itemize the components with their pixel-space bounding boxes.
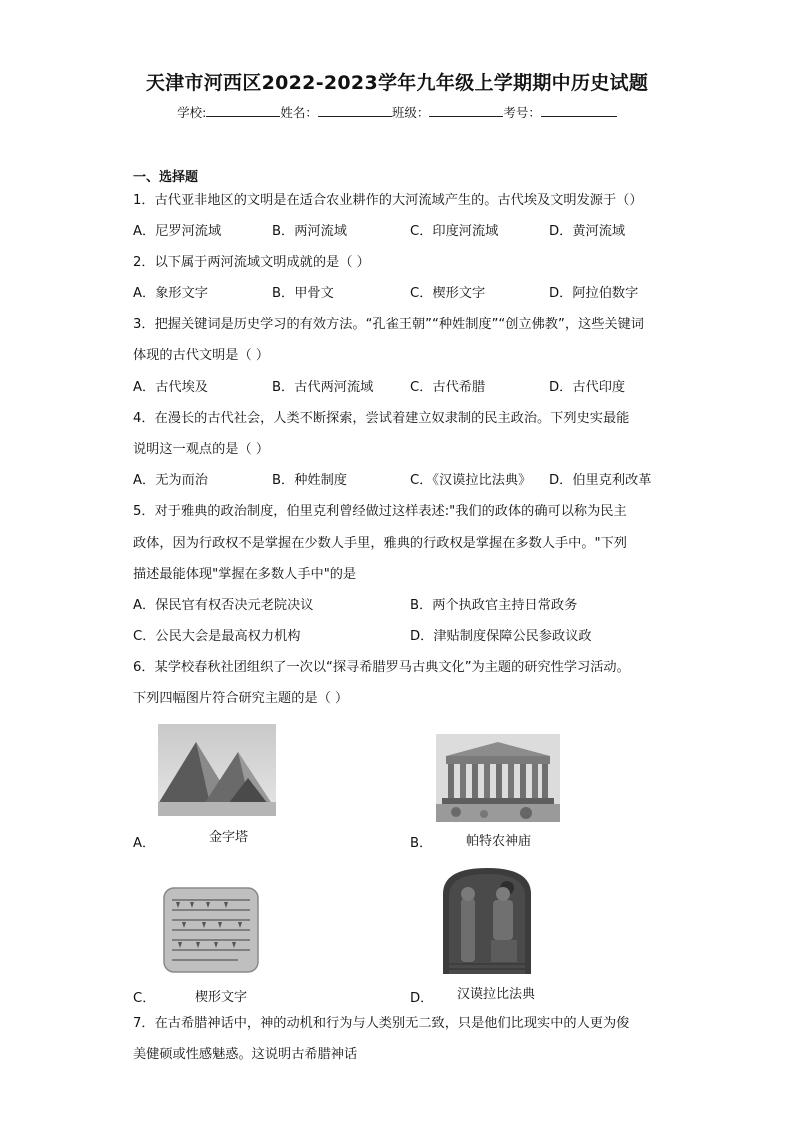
q2-option-b[interactable]: B．甲骨文 — [272, 286, 334, 301]
q1-option-b[interactable]: B．两河流域 — [272, 224, 347, 239]
question-5-stem-line-3: 描述最能体现"掌握在多数人手中"的是 — [133, 567, 357, 582]
q3-option-a[interactable]: A．古代埃及 — [133, 380, 208, 395]
q6-option-a[interactable]: A． — [133, 836, 156, 851]
q1-option-a[interactable]: A．尼罗河流域 — [133, 224, 222, 239]
q6-option-b[interactable]: B． — [410, 836, 433, 851]
question-5-stem-line-2: 政体，因为行政权不是掌握在少数人手里，雅典的行政权是掌握在多数人手中。"下列 — [133, 536, 627, 551]
section-title: 一、选择题 — [133, 170, 199, 185]
question-6-stem-line-2: 下列四幅图片符合研究主题的是（ ） — [133, 691, 349, 706]
caption-hammurabi: 汉谟拉比法典 — [457, 987, 536, 1002]
school-label: 学校: — [177, 105, 207, 120]
question-6-stem-line-1: 6．某学校春秋社团组织了一次以“探寻希腊罗马古典文化”为主题的研究性学习活动。 — [133, 660, 630, 675]
question-3-stem-line-1: 3．把握关键词是历史学习的有效方法。“孔雀王朝”“种姓制度”“创立佛教”，这些关键词 — [133, 317, 644, 332]
q6-option-c[interactable]: C． — [133, 991, 156, 1006]
question-2-stem: 2．以下属于两河流域文明成就的是（ ） — [133, 255, 370, 270]
q2-option-c[interactable]: C．楔形文字 — [410, 286, 486, 301]
q3-option-c[interactable]: C．古代希腊 — [410, 380, 486, 395]
q5-option-b[interactable]: B．两个执政官主持日常政务 — [410, 598, 578, 613]
q2-option-d[interactable]: D．阿拉伯数字 — [549, 286, 639, 301]
q5-option-d[interactable]: D．津贴制度保障公民参政议政 — [410, 629, 592, 644]
q5-option-c[interactable]: C．公民大会是最高权力机构 — [133, 629, 301, 644]
q4-option-a[interactable]: A．无为而治 — [133, 473, 208, 488]
question-4-stem-line-1: 4．在漫长的古代社会，人类不断探索，尝试着建立奴隶制的民主政治。下列史实最能 — [133, 411, 630, 426]
q2-option-a[interactable]: A．象形文字 — [133, 286, 208, 301]
q5-option-a[interactable]: A．保民官有权否决元老院决议 — [133, 598, 314, 613]
question-5-stem-line-1: 5．对于雅典的政治制度，伯里克利曾经做过这样表述:"我们的政体的确可以称为民主 — [133, 504, 627, 519]
student-info-line — [0, 103, 794, 121]
name-label: 姓名： — [280, 105, 318, 120]
question-7-stem-line-2: 美健硕或性感魅惑。这说明古希腊神话 — [133, 1047, 358, 1062]
question-1-stem: 1．古代亚非地区的文明是在适合农业耕作的大河流域产生的。古代埃及文明发源于（） — [133, 193, 643, 208]
class-blank[interactable] — [429, 104, 503, 117]
question-4-stem-line-2: 说明这一观点的是（ ） — [133, 442, 270, 457]
q4-option-b[interactable]: B．种姓制度 — [272, 473, 347, 488]
q3-option-d[interactable]: D．古代印度 — [549, 380, 626, 395]
question-3-stem-line-2: 体现的古代文明是（ ） — [133, 348, 270, 363]
q1-option-c[interactable]: C．印度河流域 — [410, 224, 499, 239]
q4-option-d[interactable]: D．伯里克利改革 — [549, 473, 652, 488]
q1-option-d[interactable]: D．黄河流域 — [549, 224, 626, 239]
exam-no-blank[interactable] — [541, 104, 617, 117]
caption-parthenon: 帕特农神庙 — [466, 834, 532, 849]
hammurabi-stele-image[interactable] — [437, 864, 537, 974]
cuneiform-tablet-image[interactable] — [158, 884, 264, 976]
caption-pyramids: 金字塔 — [209, 830, 249, 845]
school-blank[interactable] — [206, 104, 280, 117]
class-label: 班级： — [391, 105, 430, 120]
pyramids-image[interactable] — [158, 724, 276, 816]
caption-cuneiform: 楔形文字 — [195, 990, 248, 1005]
parthenon-image[interactable] — [436, 734, 560, 822]
q4-option-c[interactable]: C．《汉谟拉比法典》 — [410, 473, 532, 488]
page-title: 天津市河西区2022-2023学年九年级上学期期中历史试题 — [145, 72, 649, 94]
question-7-stem-line-1: 7．在古希腊神话中，神的动机和行为与人类别无二致，只是他们比现实中的人更为俊 — [133, 1016, 630, 1031]
exam-no-label: 考号： — [503, 105, 541, 120]
name-blank[interactable] — [318, 104, 392, 117]
q3-option-b[interactable]: B．古代两河流域 — [272, 380, 374, 395]
q6-option-d[interactable]: D． — [410, 991, 434, 1006]
